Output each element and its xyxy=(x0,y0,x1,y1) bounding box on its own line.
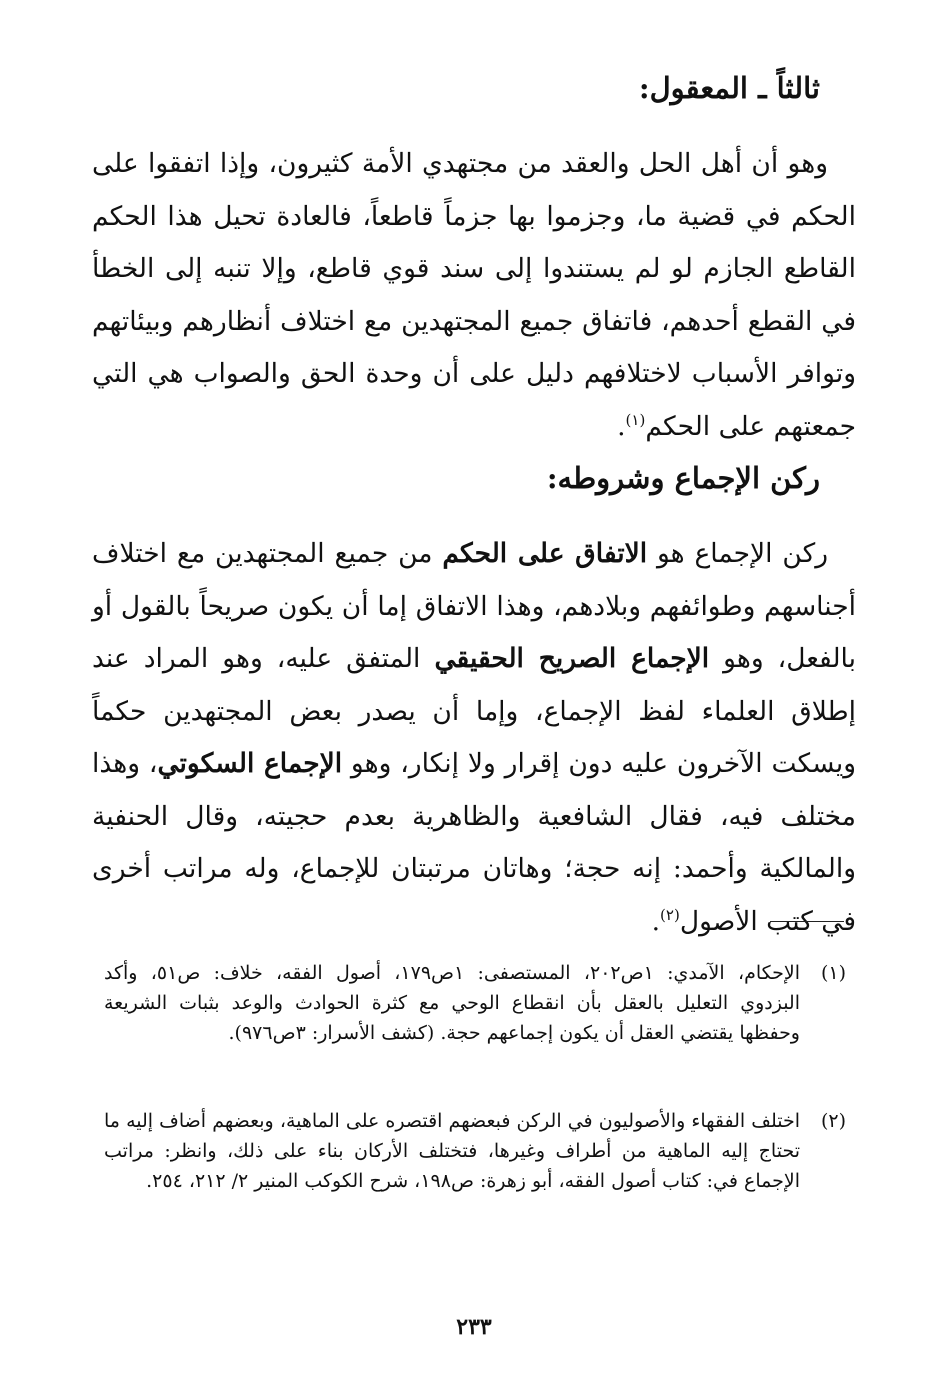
bold-term-explicit-consensus: الإجماع الصريح الحقيقي xyxy=(434,643,710,674)
bold-term-tacit-consensus: الإجماع السكوتي xyxy=(157,748,343,779)
footnote-ref-2[interactable]: (٢) xyxy=(660,905,680,924)
paragraph-reason xyxy=(92,138,856,453)
paragraph-text: ، وهذا مختلف فيه، فقال الشافعية والظاهرية بعدم حجيته، وقال الحنفية والمالكية وأحمد: إنه حجة؛ وهاتان مرتبتان للإجماع، وله مراتب أخرى في كتب الأصول xyxy=(92,748,856,937)
footnote-number: (١) xyxy=(820,962,846,984)
footnote-separator xyxy=(770,921,844,922)
paragraph-text: ركن الإجماع هو xyxy=(647,538,828,569)
paragraph-text: وهو أن أهل الحل والعقد من مجتهدي الأمة كثيرون، وإذا اتفقوا على الحكم في قضية ما، وجزموا بها جزماً قاطعاً، فالعادة تحيل هذا الحكم القاطع الجازم لو لم يستندوا إلى سند قوي قاطع، وإلا تنبه إلى الخطأ في القطع أحدهم، فاتفاق جميع المجتهدين مع اختلاف أنظارهم وبيئاتهم وتوافر الأسباب لاختلافهم دليل على أن وحدة الحق والصواب هي التي جمعتهم على الحكم xyxy=(92,148,856,442)
footnote-number: (٢) xyxy=(820,1110,846,1132)
bold-term-agreement: الاتفاق على الحكم xyxy=(442,538,648,569)
section-heading-consensus-pillar: ركن الإجماع وشروطه: xyxy=(546,461,820,495)
paragraph-end: . xyxy=(651,905,661,937)
section-heading-reason: ثالثاً ـ المعقول: xyxy=(638,71,820,105)
footnote-1 xyxy=(104,958,846,1048)
paragraph-text: من جميع المجتهدين مع اختلاف أجناسهم وطوائفهم وبلادهم، وهذا الاتفاق إما أن يكون صريحاً بالقول أو بالفعل، وهو xyxy=(92,538,856,674)
footnote-text: اختلف الفقهاء والأصوليون في الركن فبعضهم اقتصره على الماهية، وبعضهم أضاف إليه ما تحتاج إليه الماهية من أطراف وغيرها، فتختلف الأركان بناء على ذلك، وانظر: مراتب الإجماع في: كتاب أصول الفقه، أبو زهرة: ص١٩٨، شرح الكوكب المنير ٢/ ٢١٢، ٢٥٤. xyxy=(104,1110,800,1192)
footnote-text: الإحكام، الآمدي: ١ص٢٠٢، المستصفى: ١ص١٧٩، أصول الفقه، خلاف: ص٥١، وأكد البزدوي التعليل بالعقل بأن انقطاع الوحي مع كثرة الحوادث والوعد بثبات الشريعة وحفظها يقتضي العقل أن يكون إجماعهم حجة. (كشف الأسرار: ٣ص٩٧٦). xyxy=(104,962,800,1044)
paragraph-consensus-pillar xyxy=(92,528,856,948)
footnote-2 xyxy=(104,1106,846,1196)
page-number: ٢٣٣ xyxy=(456,1314,492,1340)
paragraph-end: . xyxy=(617,410,626,442)
footnote-ref-1[interactable]: (١) xyxy=(625,410,646,429)
paragraph-text: المتفق عليه، وهو المراد عند إطلاق العلماء لفظ الإجماع، وإما أن يصدر بعض المجتهدين حكماً ويسكت الآخرون عليه دون إقرار ولا إنكار، وهو xyxy=(92,643,856,779)
